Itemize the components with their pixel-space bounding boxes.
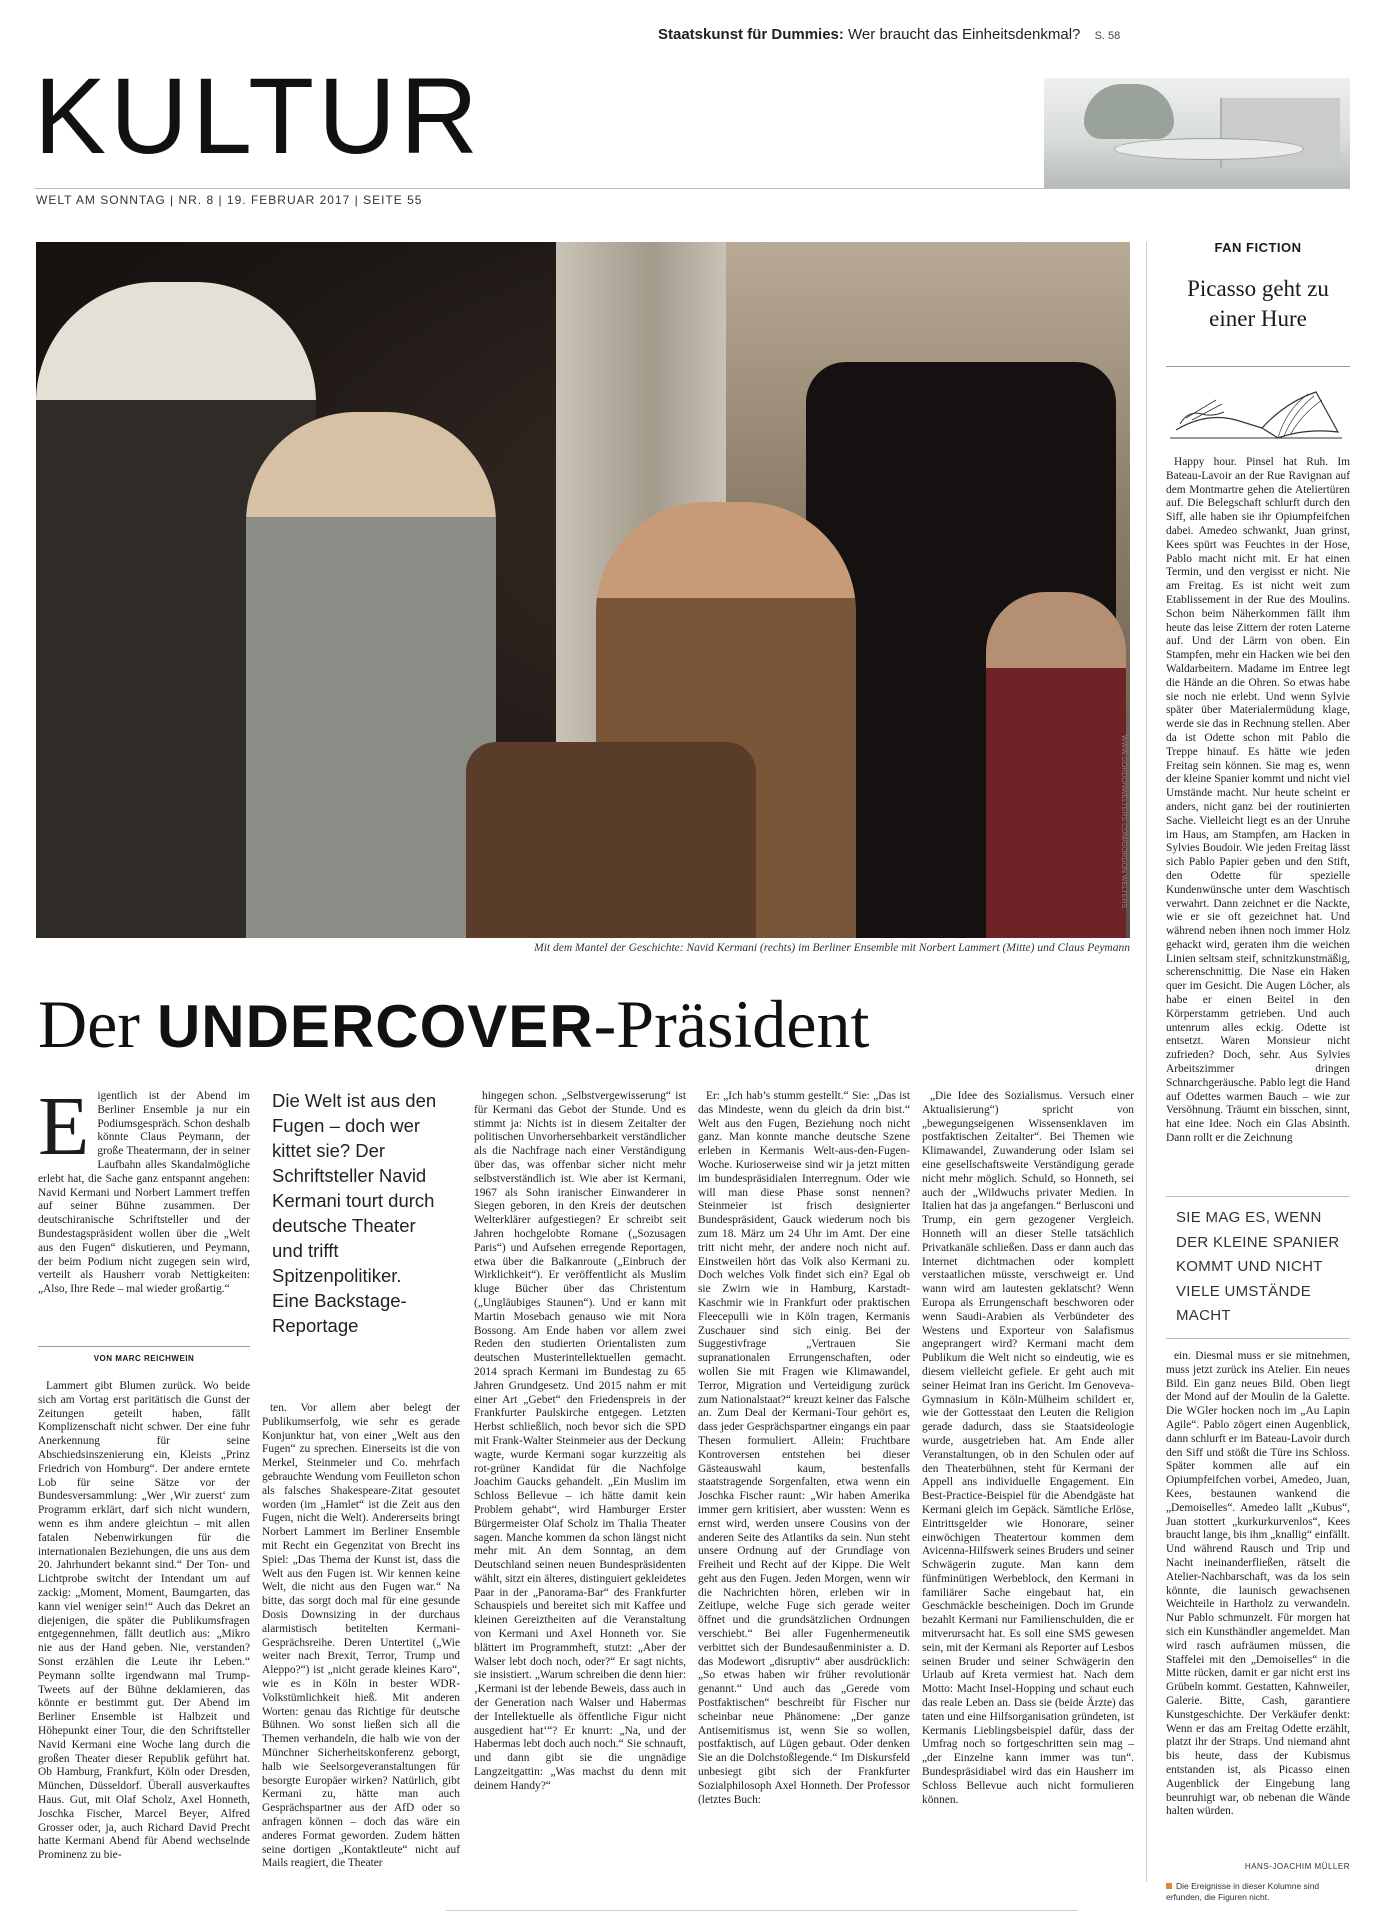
article-column-2-text: ten. Vor allem aber belegt der Publikumserfolg, wie sehr es gerade Konjunktur hat, von einer „Welt aus den Fugen“ zu sprechen. Einerseits ist die von Merkel, Steinmeier und Co. mehrfach gebrauchte Wendung vom Feuilleton schon als falsches Shakespeare-Zitat gesoutet worden (im „Hamlet“ ist die Zeit aus den Fugen, nicht die Welt). Andererseits bringt Norbert Lammert im Berliner Ensemble mit Recht ein Gegenzitat von Brecht ins Spiel: „Das Thema der Kunst ist, dass die Welt aus den Fugen ist. Wir kennen keine Welt, die nicht aus den Fugen war.“ Na bitte, das sorgt doch mal für eine gesunde Dosis Downsizing in der durchaus alarmistisch betitelten Kermani-Gesprächsreihe. Deren Untertitel („Wie weiter nach Brexit, Terror, Trump und Aleppo?“) ist „nicht gerade kleines Karo“, wie es in Köln in bester WDR-Volkstümlichkeit hieß. Mit anderen Worten: genau das Richtige für deutsche Bühnen. Wo sonst ließen sich all die Themen verhandeln, die halb wie von der Münchner Sicherheitskonferenz geborgt, halb wie Seelsorgeveranstaltungen für besorgte Europäer wirken? Natürlich, gibt Kermani zu, hätte man auch Gesprächspartner aus der AfD oder so anfragen können – doch das wäre ein anderes Format geworden. Zudem hätten seine dortigen „Kontaktleute“ nicht auf Mails reagiert, die Theater xyxy=(262,1402,460,1870)
hand-drawing-book-icon xyxy=(1166,372,1350,448)
article-column-3 xyxy=(474,1090,686,1882)
article-column-1 xyxy=(38,1380,250,1880)
article-column-5 xyxy=(922,1090,1134,1882)
article-standfirst: Die Welt ist aus den Fugen – doch wer kittet sie? Der Schriftsteller Navid Kermani tourt durch deutsche Theater und trifft Spitzenpolitiker. Eine Backstage-Reportage xyxy=(272,1090,437,1336)
article-column-3-text: hingegen schon. „Selbstvergewisserung“ ist für Kermani das Gebot der Stunde. Und es stimmt ja: Nichts ist in diesem Zeitalter der politischen Unvorhersehbarkeit verständlicher als die Nachfrage nach einer Verständigung über das, was offenbar sicher nicht mehr selbstverständlich ist. Wie aber ist Kermani, 1967 als Sohn iranischer Einwanderer in Siegen geboren, in den Kreis der deutschen Welterklärer aufgestiegen? Er schreibt seit Jahren hochgelobte Romane („Sozusagen Paris“) und Aufsehen erregende Reportagen, etwa über die Balkanroute („Einbruch der Wirklichkeit“). Er veröffentlicht als Muslim kluge Bücher über das Christentum („Ungläubiges Staunen“). Und er kann mit Martin Mosebach genauso wie mit Nora Bossong. Am Ende haben vor allem zwei Reden den studierten Orientalisten zum deutschen Musterintellektuellen gemacht. 2014 sprach Kermani im Bundestag zu 65 Jahren Grundgesetz. Und 2015 nahm er mit einer Art „Gebet“ den Friedenspreis in der Frankfurter Paulskirche entgegen. Letzten Herbst schließlich, noch bevor sich die SPD mit Frank-Walter Steinmeier aus der Deckung wagte, wurde Kermani sogar kurzzeitig als rot-grüner Kandidat für die Nachfolge Joachim Gaucks gehandelt. „Ein Muslim im Schloss Bellevue – ich hätte damit kein Problem gehabt“, wird Hamburger Erster Bürgermeister Olaf Scholz im Thalia Theater sagen. Manche kommen da schon längst nicht mehr mit. An dem Sonntag, an dem Deutschland seinen neuen Bundespräsidenten wählt, sitzt ein älteres, distinguiert gekleidetes Paar in der „Panorama-Bar“ des Frankfurter Schauspiels und bereitet sich mit Kaffee und kleinen Gereiztheiten auf die Veranstaltung von Kermani und Axel Honneth vor. Sie blättert im Programmheft, stutzt: „Aber der Walser lebt doch noch, oder?“ Er sagt nichts, sie insistiert. „Warum schreiben die denn hier: ‚Kermani ist der lebende Beweis, dass auch in der Generation nach Walser und Habermas der Intellektuelle als öffentliche Figur nicht ausgedient hat‘“? Er knurrt: „Na, und der Habermas lebt doch auch noch.“ Sie schnauft, und dann gibt sie die ungnädige Langzeitgattin: „Was machst du denn mit deinem Handy?“ xyxy=(474,1090,686,1792)
article-column-2 xyxy=(262,1402,460,1880)
pull-quote: SIE MAG ES, WENN DER KLEINE SPANIER KOMMT UND NICHT VIELE UMSTÄNDE MACHT xyxy=(1176,1209,1340,1324)
byline: VON MARC REICHWEIN xyxy=(93,1354,195,1363)
article-column-4-text: Er: „Ich hab’s stumm gestellt.“ Sie: „Das ist das Mindeste, wenn du gleich da drin bist.“ Welt aus den Fugen, Beziehung noch nicht ganz. Man konnte manche deutsche Szene erleben in Kermanis Welt-aus-den-Fugen-Woche. Kurioserweise sind wir ja jetzt mitten im bundespräsidialen Interregnum. Oder wie will man diese Phase sonst nennen? Steinmeier ist frisch designierter Bundespräsident, Gauck wiederum noch bis zum 18. März um 24 Uhr im Amt. Der eine tritt nicht mehr, der andere noch nicht auf. Einstweilen hört das Volk also Kermani zu. Doch welches Volk findet sich ein? Egal ob sie Zwirn wie in Hamburg, Karstadt-Kaschmir wie in Frankfurt oder praktischen Fleecepulli wie in Köln tragen, Kermanis Zuschauer sind sich einig. Bei der Suggestivfrage „Vertrauen Sie supranationalen Errungenschaften, oder wollen Sie mit Fragen wie Klimawandel, Terror, Migration und Verteidigung zurück zum Nationalstaat?“ kreuzt keiner das Falsche an. Zum Deal der Kermani-Tour gehört es, dass jeder Gesprächspartner eingangs ein paar Thesen formuliert. Allein: Fruchtbare Kontroversen entstehen bei dieser Gästeauswahl kaum, bestenfalls staatstragende Sorgenfalten, etwa wenn ein Joschka Fischer raunt: „Wir haben Amerika immer gern kritisiert, aber wussten: Wenn es ernst wird, werden unsere Cousins von der anderen Seite des Atlantiks da sein. Nun steht unsere Ordnung auf der Grundlage von Freiheit und Recht auf der Kippe. Die Welt geht aus den Fugen. Jeden Morgen, wenn wir die Nachrichten hören, erleben wir in Zeitlupe, welche Fuge sich gerade weiter öffnet und die grundsätzlichen Ordnungen verschiebt.“ Bei aller Fugenhermeneutik verbittet sich der Bundesaußenminister a. D. das Modewort „disruptiv“ aber ausdrücklich: „So etwas haben wir früher revolutionär genannt.“ Und auch das „Gerede vom Postfaktischen“ beschreibt für Fischer nur scheinbar neue Phänomene: „Der ganze Antisemitismus ist, wenn Sie so wollen, postfaktisch, auf Lügen gebaut. Oder denken Sie an die Dolchstoßlegende.“ Im Diskursfeld unbesiegt gibt sich der Frankfurter Sozialphilosoph Axel Honneth. Der Professor (letztes Buch: xyxy=(698,1090,910,1806)
fanfiction-disclaimer-text: Die Ereignisse in dieser Kolumne sind erfunden, die Figuren nicht. xyxy=(1166,1881,1320,1902)
article-headline xyxy=(38,986,870,1062)
fanfiction-divider xyxy=(1166,366,1350,367)
photo-figure-lammert xyxy=(246,412,496,938)
column-divider xyxy=(1146,242,1147,1882)
fanfiction-title: Picasso geht zu einer Hure xyxy=(1187,276,1329,331)
issue-meta: WELT AM SONNTAG | NR. 8 | 19. FEBRUAR 2017 | SEITE 55 xyxy=(36,193,423,207)
masthead-divider xyxy=(34,188,1350,189)
article-column-4 xyxy=(698,1090,910,1882)
thumb-tree-shape xyxy=(1084,84,1174,139)
byline-divider xyxy=(38,1346,250,1347)
fanfiction-author: HANS-JOACHIM MÜLLER xyxy=(1244,1862,1350,1871)
drop-cap: E xyxy=(38,1090,90,1173)
fanfiction-kicker: FAN FICTION xyxy=(1214,240,1302,255)
pull-quote-rule-top xyxy=(1166,1196,1350,1197)
photo-coat xyxy=(466,742,756,938)
article-column-5-text: „Die Idee des Sozialismus. Versuch einer Aktualisierung“) spricht von „bewegungseigenen Wissensenklaven im postfaktischen Zeitalter“. Bei Themen wie Klimawandel, Zuwanderung oder Islam sei eine gesellschaftsweite Verständigung gerade nicht mehr möglich. Schuld, so Honneth, sei auch der „Wildwuchs privater Medien. In Italien hat das ja angefangen.“ Berlusconi und Trump, ein gern gezogener Vergleich. Honneth will an dieser Stelle tatsächlich Privatkanäle schließen. Dass er dann auch das Internet dichtmachen oder komplett verstaatlichen müsste, verschweigt er. Und wann wird am lautesten geklatscht? Wenn Europa als Errungenschaft beschworen oder wenn Saudi-Arabien als Verbündeter des Westens und Exporteur von Salafismus angeprangert wird? Kermani macht dem Publikum die Welt nicht so eindeutig, wie es diesem vielleicht gefiele. Er geht auch mit seiner Heimat Iran ins Gericht. Im Genoveva-Gymnasium in Köln-Mülheim schildert er, wie der Gottesstaat den Leuten die Religion gerade dadurch, dass sie Staatsideologie wurde, ausgetrieben hat. Am Ende aller Veranstaltungen, ob in den Schulen oder auf den Theaterbühnen, steht für Kermani der Appell ans individuelle Engagement. Ein Best-Practice-Beispiel für die Abendgäste hat Kermani gleich im Gepäck. Sämtliche Erlöse, Eintrittsgelder wie Honorare, seiner einwöchigen Theatertour kommen dem Avicenna-Hilfswerk seines Bruders und seiner Schwägerin zugute. Man kann dem fünfminütigen Werbeblock, den Kermani in familiärer Sache eingebaut hat, ein Geschmäckle bescheinigen. Doch im Grunde bezahlt Kermani nur Familienschulden, die er mitverursacht hat. Es soll eine SMS gewesen sein, mit der Kermani als Reporter auf Lesbos seinen Bruder und seiner Schwägerin den Urlaub auf Kreta vermiest hat. Nach dem Motto: Macht Insel-Hopping und schaut euch das reale Leben an. Dass sie (beide Ärzte) das taten und eine Hilfsorganisation gründeten, ist Kermanis Lieblingsbeispiel dafür, dass der Umfrag noch so fortgeschritten sein mag – „der Einzelne kann immer was tun“. Bundespräsidiabel wird das ein Hausherr im Schloss Bellevue auch nicht formulieren können. xyxy=(922,1090,1134,1806)
fanfiction-body-1-text: Happy hour. Pinsel hat Ruh. Im Bateau-Lavoir an der Rue Ravignan auf dem Montmartre gehen die Ateliertüren auf. Die Belegschaft schlurft durch den Siff, alle haben sie ihr Opiumpfeifchen dabei. Amedeo schwankt, Juan grinst, Kees spürt was Feuchtes in der Hose, Pablo macht nicht mit. Er hat einen Termin, und den vergisst er nicht. Nie am Freitag. Es ist nicht weit zum Etablissement in der Rue des Moulins. Schon beim Näherkommen fällt ihm heute das leise Zittern der roten Laterne auf. Und der Lärm von oben. Ein Stampfen, mehr ein Hacken wie bei den Waldarbeitern. Madame im Entree legt die Hände an die Ohren. So etwas habe sie noch nie erlebt. Und wenn Sylvie später über Materialermüdung klage, werde sie das in Rechnung stellen. Aber da ist Odette schon mit Pablo die Treppe hinauf. Es hätte wie jeden Freitag sein können. Sie mag es, wenn der kleine Spanier kommt und nicht viel Umstände macht. Nur heute scheint er anders, nicht ganz bei der routinierten Sache. Vielleicht liegt es an der Unruhe im Haus, am Stampfen, am Hacken in Sylvies Boudoir. Wie jeden Freitag lässt sich Pablo Papier geben und den Stift, den Odette für spezielle Kundenwünsche unter dem Waschtisch verwahrt. Dann zeichnet er die Nackte, wie er sie oft gezeichnet hat. Und während neben ihnen noch immer Holz gehackt wird, geraten ihm die weichen Linien seltsam steif, schnitzkunstmäßig, scherenschnittig. Die Nase ein Haken quer im Gesicht. Die Augen Löcher, als habe er einen Beitel in den Körperstamm getrieben. Und auch untenrum alles eckig. Odette ist entsetzt. Waren Monsieur nicht zufrieden? Doch, sehr. Aus Sylvies Arbeitszimmer dringen Schnarchgeräusche. Pablo legt die Hand auf Odettes warmen Bauch – wie zur Versöhnung. Träumt ein bisschen, sinnt, hat eine Idee. Noch ein Glas Absinth. Dann rollt er die Zeichnung xyxy=(1166,456,1350,1145)
photo-credit: WWW.GORDONWELTERS.COM/GORDON WELTERS xyxy=(1120,735,1127,909)
photo-figure-woman xyxy=(986,592,1126,938)
teaser-thumbnail-image[interactable] xyxy=(1044,78,1350,188)
headline-strong: UNDERCOVER xyxy=(156,993,594,1060)
page-bottom-rule xyxy=(446,1910,1078,1911)
fanfiction-body-1 xyxy=(1166,456,1350,1182)
headline-pre: Der xyxy=(38,986,157,1062)
teaser-page: S. 58 xyxy=(1094,30,1121,42)
pull-quote-rule-bottom xyxy=(1166,1338,1350,1339)
fanfiction-disclaimer xyxy=(1166,1881,1350,1903)
fanfiction-body-2 xyxy=(1166,1350,1350,1860)
teaser-text: Wer braucht das Einheitsdenkmal? xyxy=(848,26,1081,43)
article-column-1-text: Lammert gibt Blumen zurück. Wo beide sich am Vortag erst paritätisch die Gunst der Zeitungen geteilt haben, fällt Komplizenschaft nicht schwer. Der eine fuhr Anerkennung für seine Abschiedsinszenierung ein, Kleists „Prinz Friedrich von Homburg“. Der andere erntete Lob für seine Sätze vor der Bundesversammlung: „Wer ‚Wir zuerst‘ zum Programm erklärt, darf sich nicht wundern, wenn es ihm andere gleichtun – mit allen fatalen Nebenwirkungen für die internationalen Beziehungen, die uns aus dem 20. Jahrhundert bekannt sind.“ Der Ton- und Lichtprobe switcht der Intendant um auf zackig: „Moment, Moment, Baumgarten, das kann viel weniger sein!“ Auch das Dekret an diejenigen, die später die Publikumsfragen entgegennehmen, fällt deutlich aus: „Mikro nie aus der Hand geben. Nie, verstanden? Sonst erzählen die Leute ihr Leben.“ Peymann sollte irgendwann mal Trump-Tweets auf der Bühne deklamieren, das könnte er bestimmt gut. Der Abend im Berliner Ensemble ist Halbzeit und Höhepunkt einer Tour, die den Schriftsteller Navid Kermani eine Woche lang durch die großen Theater dieser Republik geführt hat. Ob Hamburg, Frankfurt, Köln oder Dresden, München, Düsseldorf. Überall ausverkauftes Haus. Gut, mit Olaf Scholz, Axel Honneth, Joschka Fischer, Marcel Beyer, Alfred Grosser oder, ja, auch Richard David Precht hatte Kermani Abend für Abend wechselnde Prominenz zu bie- xyxy=(38,1380,250,1862)
article-intro-text: igentlich ist der Abend im Berliner Ensemble ja nur ein Podiumsgespräch. Schon deshalb könnte Claus Peymann, der große Theatermann, der in seiner Laufbahn alles Skandalmögliche erlebt hat, die Sache ganz entspannt angehen: Navid Kermani und Norbert Lammert treffen auf seiner Bühne zusammen. Der deutschiranische Schriftsteller und der Bundestagspräsident wollen über die „Welt aus den Fugen“ diskutieren, und Peymann, der beim Podium nicht zugegen sein wird, verteilt als Hausherr vorab Nettigkeiten: „Also, Ihre Rede – mal wieder großartig.“ xyxy=(38,1090,250,1296)
teaser-line[interactable] xyxy=(658,26,1120,43)
thumb-monument-shape xyxy=(1114,138,1304,160)
fanfiction-body-2-text: ein. Diesmal muss er sie mitnehmen, muss jetzt zurück ins Atelier. Ein neues Bild. Ein ganz neues Bild. Oben liegt der Mond auf der Moulin de la Galette. Die WGler hocken noch im „Au Lapin Agile“. Pablo zögert einen Augenblick, dann schlurft er im Bateau-Lavoir durch den Siff und stößt die Türe ins Schloss. Später kommen alle auf ein Opiumpfeifchen vorbei, Amedeo, Juan, Kees, bestaunen wankend die „Demoiselles“. Amedeo lallt „Kubus“, Juan stottert „kurkurkurvenlos“, Kees braucht lange, bis ihm „knallig“ einfällt. Und während Rausch und Trip und Nacht ineinanderfließen, rätselt die Atelier-Nachbarschaft, was da los sein könnte, die launisch gewachsenen Weichteile in Hartholz zu verwandeln. Nur Pablo schmunzelt. Für morgen hat sich ein Kunsthändler angemeldet. Man wird rasch aufräumen müssen, die Staffelei mit den „Demoiselles“ in die Mitte rücken, damit er gar nicht erst ins Grübeln kommt. Gestatten, Kahnweiler, Galerie. Bitte, Cash, garantiere Kunstgeschichte. Der Verkäufer denkt: Wenn er das am Freitag Odette erzählt, platzt ihr der Straps. Und niemand ahnt bis heute, dass der Kubismus entstanden ist, als Picasso einen Augenblick der Eingebung lang beunruhigt war, ob nebenan die Wände halten würden. xyxy=(1166,1350,1350,1818)
photo-caption: Mit dem Mantel der Geschichte: Navid Kermani (rechts) im Berliner Ensemble mit Norbert Lammert (Mitte) und Claus Peymann xyxy=(534,942,1130,954)
orange-square-icon xyxy=(1166,1883,1172,1889)
article-intro xyxy=(38,1090,250,1340)
section-title: KULTUR xyxy=(34,55,483,176)
headline-post: -Präsident xyxy=(593,986,870,1062)
teaser-kicker: Staatskunst für Dummies: xyxy=(658,26,844,43)
hero-photo xyxy=(36,242,1130,938)
